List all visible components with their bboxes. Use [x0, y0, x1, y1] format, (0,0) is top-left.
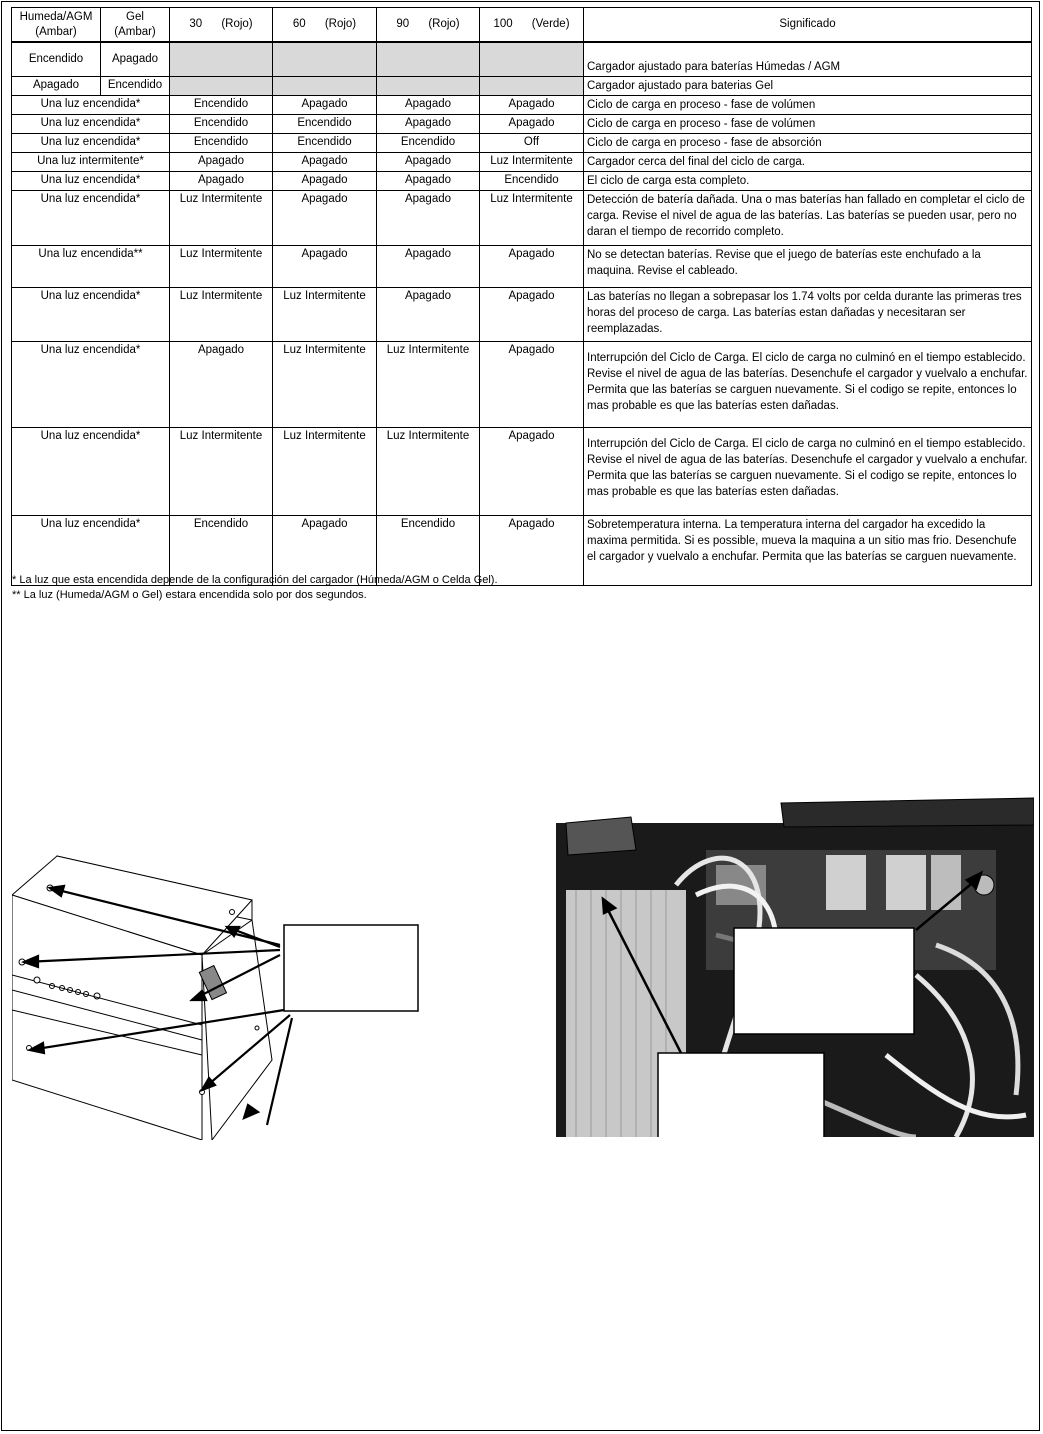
table-cell — [170, 42, 273, 76]
table-cell — [273, 76, 377, 95]
table-cell: Off — [480, 133, 584, 152]
table-cell: Apagado — [377, 114, 480, 133]
table-cell: Luz Intermitente — [170, 190, 273, 245]
table-cell: Sobretemperatura interna. La temperatura interna del cargador ha excedido la maxima permitida. Si es possible, mueva la maquina a un sitio mas frio. Desenchufe el cargador y vuelvalo a enchufar. Permita que las baterías se carguen nuevamente. — [584, 515, 1032, 585]
table-cell: Apagado — [480, 95, 584, 114]
table-cell: Apagado — [377, 152, 480, 171]
table-cell: Apagado — [377, 287, 480, 341]
header-cell: 30 (Rojo) — [170, 8, 273, 43]
table-cell: Encendido — [480, 171, 584, 190]
table-cell: Apagado — [480, 245, 584, 287]
callout-box-right-bottom — [658, 1053, 824, 1137]
table-cell: Encendido — [273, 114, 377, 133]
table-cell — [273, 42, 377, 76]
table-row — [12, 133, 1032, 152]
table-cell: Apagado — [377, 171, 480, 190]
table-row — [12, 95, 1032, 114]
table-row — [12, 341, 1032, 427]
table-row — [12, 42, 1032, 76]
table-row — [12, 171, 1032, 190]
table-cell: Apagado — [377, 95, 480, 114]
table-cell — [480, 76, 584, 95]
table-cell: Una luz encendida* — [12, 341, 170, 427]
table-cell: Cargador cerca del final del ciclo de carga. — [584, 152, 1032, 171]
table-cell: Las baterías no llegan a sobrepasar los 1.74 volts por celda durante las primeras tres horas del proceso de carga. Las baterías estan dañadas y necesitaran ser reemplazadas. — [584, 287, 1032, 341]
table-cell: Interrupción del Ciclo de Carga. El ciclo de carga no culminó en el tiempo establecido. Revise el nivel de agua de las baterías. Desenchufe el cargador y vuelvalo a enchufar. Permita que las baterías se carguen nuevamente. Si el codigo se repite, entonces lo mas probable es que las baterías esten dañadas. — [584, 427, 1032, 515]
table-cell: Ciclo de carga en proceso - fase de volúmen — [584, 95, 1032, 114]
table-cell: Apagado — [273, 190, 377, 245]
table-cell: Encendido — [273, 133, 377, 152]
table-cell: Apagado — [101, 42, 170, 76]
table-cell: Apagado — [273, 245, 377, 287]
table-cell: Luz Intermitente — [480, 190, 584, 245]
table-cell: Apagado — [273, 152, 377, 171]
table-cell: Apagado — [273, 171, 377, 190]
table-cell — [480, 42, 584, 76]
table-cell: Una luz encendida** — [12, 245, 170, 287]
footnote: * La luz que esta encendida depende de la configuración del cargador (Húmeda/AGM o Celda Gel). — [12, 574, 498, 586]
table-cell: Apagado — [170, 341, 273, 427]
table-cell: Apagado — [377, 190, 480, 245]
table-cell: Una luz encendida* — [12, 190, 170, 245]
table-cell: Encendido — [170, 515, 273, 585]
header-cell: 60 (Rojo) — [273, 8, 377, 43]
callout-box-left — [284, 925, 418, 1011]
charger-interior-photo-icon — [556, 795, 1034, 1137]
table-cell: Apagado — [170, 152, 273, 171]
table-cell: Encendido — [101, 76, 170, 95]
table-row — [12, 152, 1032, 171]
table-cell: Luz Intermitente — [377, 341, 480, 427]
table-cell: Luz Intermitente — [480, 152, 584, 171]
table-cell: Encendido — [377, 133, 480, 152]
table-row — [12, 245, 1032, 287]
table-cell: Cargador ajustado para baterías Húmedas / AGM — [584, 42, 1032, 76]
table-cell: Encendido — [170, 133, 273, 152]
table-cell: Luz Intermitente — [273, 287, 377, 341]
table-cell: Apagado — [377, 245, 480, 287]
table-cell: Apagado — [273, 515, 377, 585]
table-cell — [377, 42, 480, 76]
table-cell: Luz Intermitente — [377, 427, 480, 515]
table-cell: Una luz encendida* — [12, 133, 170, 152]
table-cell: Una luz encendida* — [12, 427, 170, 515]
table-cell — [377, 76, 480, 95]
table-cell: Encendido — [170, 114, 273, 133]
table-cell: Una luz intermitente* — [12, 152, 170, 171]
table-cell: Apagado — [273, 95, 377, 114]
table-cell: Luz Intermitente — [170, 287, 273, 341]
table-cell: Una luz encendida* — [12, 515, 170, 585]
header-cell: Significado — [584, 8, 1032, 43]
callout-box-right-top — [734, 928, 914, 1034]
table-row — [12, 190, 1032, 245]
table-cell: Luz Intermitente — [273, 427, 377, 515]
header-cell: Gel (Ambar) — [101, 8, 170, 43]
table-cell: Interrupción del Ciclo de Carga. El ciclo de carga no culminó en el tiempo establecido. Revise el nivel de agua de las baterías. Desenchufe el cargador y vuelvalo a enchufar. Permita que las baterías se carguen nuevamente. Si el codigo se repite, entonces lo mas probable es que las baterías esten dañadas. — [584, 341, 1032, 427]
table-cell: Luz Intermitente — [170, 427, 273, 515]
table-cell: Cargador ajustado para baterias Gel — [584, 76, 1032, 95]
table-cell: Una luz encendida* — [12, 287, 170, 341]
table-cell: Apagado — [480, 427, 584, 515]
table-row — [12, 427, 1032, 515]
table-cell: Una luz encendida* — [12, 114, 170, 133]
table-row — [12, 114, 1032, 133]
table-cell: Apagado — [480, 341, 584, 427]
table-cell: Apagado — [480, 515, 584, 585]
table-cell: Luz Intermitente — [170, 245, 273, 287]
table-cell: Una luz encendida* — [12, 95, 170, 114]
led-status-table — [11, 7, 1032, 586]
table-cell: Luz Intermitente — [273, 341, 377, 427]
table-cell: Una luz encendida* — [12, 171, 170, 190]
footnotes — [12, 573, 498, 603]
table-cell: El ciclo de carga esta completo. — [584, 171, 1032, 190]
table-cell: No se detectan baterías. Revise que el juego de baterías este enchufado a la maquina. Revise el cableado. — [584, 245, 1032, 287]
table-cell — [170, 76, 273, 95]
table-header-row — [12, 8, 1032, 43]
table-cell: Encendido — [12, 42, 101, 76]
charger-housing-drawing-icon — [12, 850, 432, 1140]
table-cell: Apagado — [480, 287, 584, 341]
table-row — [12, 76, 1032, 95]
table-cell: Apagado — [12, 76, 101, 95]
table-cell: Encendido — [170, 95, 273, 114]
table-cell: Ciclo de carga en proceso - fase de volúmen — [584, 114, 1032, 133]
charger-housing-figure — [12, 850, 432, 1140]
table-row — [12, 287, 1032, 341]
footnote: ** La luz (Humeda/AGM o Gel) estara encendida solo por dos segundos. — [12, 589, 367, 601]
table-cell: Encendido — [377, 515, 480, 585]
table-cell: Detección de batería dañada. Una o mas baterías han fallado en completar el ciclo de carga. Revise el nivel de agua de las baterías. Las baterías se pueden usar, pero no daran el tiempo de recorrido completo. — [584, 190, 1032, 245]
header-cell: 100 (Verde) — [480, 8, 584, 43]
table-cell: Apagado — [170, 171, 273, 190]
table-cell: Apagado — [480, 114, 584, 133]
table-cell: Ciclo de carga en proceso - fase de absorción — [584, 133, 1032, 152]
header-cell: 90 (Rojo) — [377, 8, 480, 43]
header-cell: Humeda/AGM (Ambar) — [12, 8, 101, 43]
charger-interior-figure — [556, 795, 1034, 1137]
